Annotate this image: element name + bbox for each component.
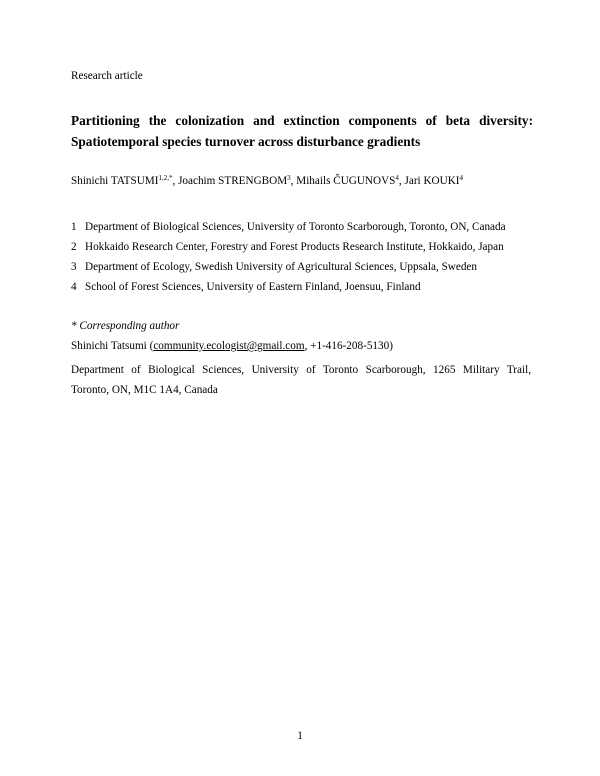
corresponding-author-contact (71, 340, 393, 352)
paper-title (71, 110, 533, 152)
email-link[interactable]: community.ecologist@gmail.com (153, 340, 305, 352)
affiliation-item (71, 219, 506, 239)
affiliation-text: School of Forest Sciences, University of Eastern Finland, Joensuu, Finland (85, 281, 421, 293)
affiliation-text: Hokkaido Research Center, Forestry and Forest Products Research Institute, Hokkaido, Japan (85, 241, 504, 253)
affiliation-text: Department of Biological Sciences, University of Toronto Scarborough, Toronto, ON, Canada (85, 221, 506, 233)
corresponding-author-address (71, 360, 531, 400)
author-affiliation-mark: 4 (459, 174, 463, 182)
author-separator: , (398, 175, 405, 187)
affiliation-list (71, 219, 506, 299)
affiliation-text: Department of Ecology, Swedish University of Agricultural Sciences, Uppsala, Sweden (85, 261, 477, 273)
title-line-1: Partitioning the colonization and extinction components of beta diversity: (71, 113, 533, 128)
author-separator: , (290, 175, 297, 187)
affiliation-number: 3 (71, 261, 77, 273)
corresponding-author-name: Shinichi Tatsumi (71, 340, 147, 352)
affiliation-number: 1 (71, 221, 77, 233)
author-affiliation-mark: 1,2,* (158, 174, 173, 182)
author-list (71, 175, 463, 187)
address-line-2: Toronto, ON, M1C 1A4, Canada (71, 384, 218, 396)
author-name: Joachim STRENGBOM (178, 175, 288, 187)
author-separator: , (172, 175, 179, 187)
page-number: 1 (297, 730, 303, 742)
author-affiliation-mark: 3 (287, 174, 291, 182)
affiliation-item (71, 259, 506, 279)
affiliation-number: 2 (71, 241, 77, 253)
phone-number: , +1-416-208-5130) (304, 340, 393, 352)
affiliation-item (71, 279, 506, 299)
author-affiliation-mark: 4 (395, 174, 399, 182)
author-name: Mihails ČUGUNOVS (296, 175, 396, 187)
corresponding-author-label: * Corresponding author (71, 320, 180, 332)
article-type: Research article (71, 70, 143, 82)
author-name: Jari KOUKI (404, 175, 460, 187)
title-line-2: Spatiotemporal species turnover across disturbance gradients (71, 134, 421, 149)
contact-open-paren: ( (146, 340, 154, 352)
affiliation-number: 4 (71, 281, 77, 293)
address-line-1: Department of Biological Sciences, University of Toronto Scarborough, 1265 Military Trail, (71, 364, 531, 376)
author-name: Shinichi TATSUMI (71, 175, 159, 187)
affiliation-item (71, 239, 506, 259)
